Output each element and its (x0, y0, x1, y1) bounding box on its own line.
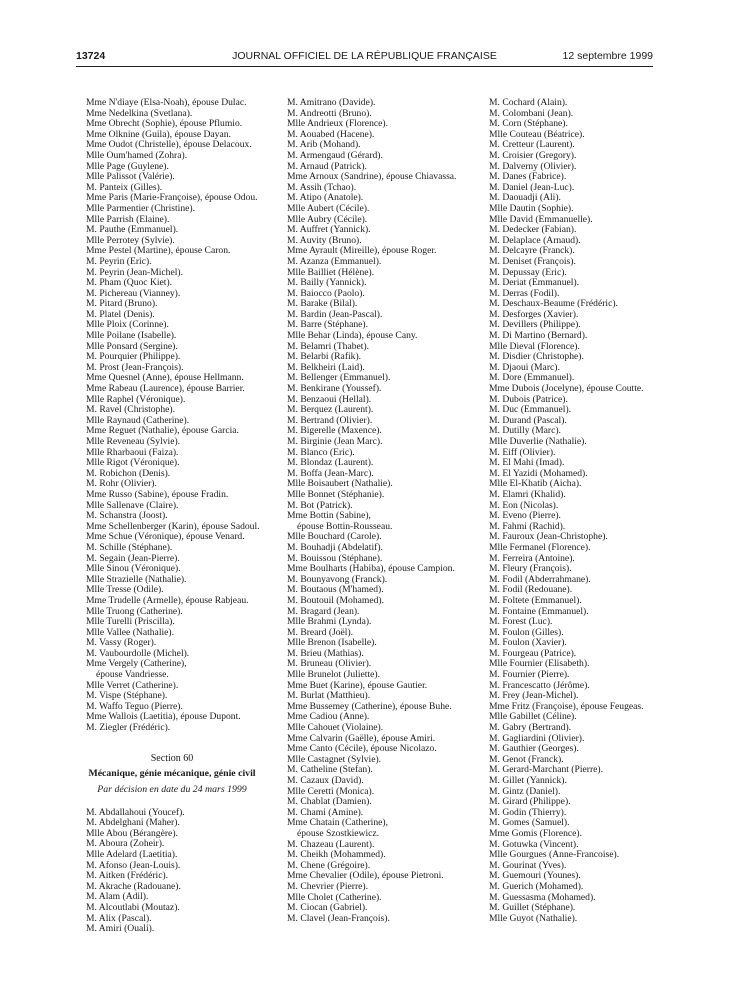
name-entry: M. Berquez (Laurent). (287, 404, 374, 416)
name-entry: Mme Boulharts (Habiba), épouse Campion. (287, 563, 455, 575)
name-entry: M. Cochard (Alain). (489, 97, 568, 108)
name-entry: M. Boffa (Jean-Marc). (287, 467, 374, 479)
name-entry: M. Auvity (Bruno). (287, 234, 362, 246)
name-entry: M. Vispe (Stéphane). (86, 690, 168, 702)
name-entry: épouse Szostkiewicz. (297, 827, 380, 839)
list-item (78, 437, 266, 448)
name-entry: M. Bot (Patrick). (287, 499, 353, 511)
name-entry: M. Gourinat (Yves). (489, 859, 567, 871)
name-entry: M. Alcoutlabi (Moutaz). (86, 901, 180, 913)
name-entry: M. Rohr (Olivier). (86, 478, 157, 490)
name-entry: Mlle Bailliet (Hélène). (287, 266, 375, 278)
name-entry: M. Pham (Quoc Kiet). (86, 277, 173, 289)
name-entry: M. Alix (Pascal). (86, 912, 152, 924)
name-entry: Mme Dubois (Jocelyne), épouse Coutte. (489, 383, 644, 395)
name-entry: Mlle Andrieux (Florence). (287, 118, 388, 130)
name-entry: Mlle David (Emmanuelle). (489, 213, 593, 225)
name-entry: M. Pauthe (Emmanuel). (86, 224, 179, 236)
name-entry: M. Waffo Teguo (Pierre). (86, 700, 183, 712)
name-entry: M. Blanco (Eric). (287, 446, 355, 458)
name-entry: M. Brieu (Mathias). (287, 647, 364, 659)
list-item (481, 829, 659, 840)
name-entry: M. Chazeau (Laurent). (287, 838, 375, 850)
name-entry: M. Eiff (Olivier). (489, 446, 556, 458)
list-item (481, 914, 659, 925)
name-entry: M. Belarbi (Rafik). (287, 351, 362, 363)
name-list-col3 (481, 98, 659, 924)
name-entry: Mme Russo (Sabine), épouse Fradin. (86, 488, 229, 500)
list-item (78, 257, 266, 268)
name-entry: M. Gauthier (Georges). (489, 743, 579, 755)
name-entry: M. Guerich (Mohamed). (489, 880, 584, 892)
name-entry: M. El Mahi (Imad). (489, 457, 565, 469)
list-item (279, 882, 473, 893)
list-item (279, 98, 473, 109)
list-item (279, 204, 473, 215)
name-entry: Mlle Strazielle (Nathalie). (86, 573, 187, 585)
name-list-col2 (279, 98, 473, 924)
list-item (279, 151, 473, 162)
list-item (78, 596, 266, 607)
name-entry: M. Ziegler (Frédéric). (86, 722, 171, 734)
name-entry: M. Benkirane (Youssef). (287, 383, 382, 395)
list-item (279, 776, 473, 787)
name-entry: Mlle Ponsard (Sergine). (86, 340, 178, 352)
name-entry: Mme Buet (Karine), épouse Gautier. (287, 679, 428, 691)
name-entry: M. Bertrand (Olivier). (287, 414, 373, 426)
name-entry: Mme Gomis (Florence). (489, 827, 582, 839)
name-entry: M. Bouissou (Stéphane). (287, 552, 383, 564)
name-entry: M. Aitken (Frédéric). (86, 870, 169, 882)
list-item (481, 490, 659, 501)
name-entry: Mme N'diaye (Elsa-Noah), épouse Dulac. (86, 97, 247, 108)
name-entry: M. Chene (Grégoire). (287, 859, 371, 871)
name-entry: Mlle Couteau (Béatrice). (489, 128, 585, 140)
list-item (78, 543, 266, 554)
list-item (481, 257, 659, 268)
name-entry: Mlle El-Khatib (Aicha). (489, 478, 582, 490)
list-item (78, 903, 266, 914)
name-entry: Mme Schue (Véronique), épouse Venard. (86, 531, 245, 543)
name-entry: M. Boutaous (M'hamed). (287, 584, 384, 596)
page-header (76, 50, 653, 64)
name-entry: Mlle Aubert (Cécile). (287, 202, 370, 214)
name-entry: Mlle Bonnet (Stéphanie). (287, 488, 385, 500)
name-entry: M. Vassy (Roger). (86, 637, 157, 649)
name-entry: M. Birginie (Jean Marc). (287, 436, 383, 447)
list-item (78, 151, 266, 162)
name-entry: Mme Arnoux (Sandrine), épouse Chiavassa. (287, 171, 457, 183)
name-entry: M. Frey (Jean-Michel). (489, 690, 579, 702)
name-entry: M. Fodil (Abderrahmane). (489, 573, 591, 585)
name-entry: M. Bounyavong (Franck). (287, 573, 388, 585)
name-entry: Mme Wallois (Laetitia), épouse Dupont. (86, 711, 241, 723)
column-2 (279, 98, 473, 924)
name-entry: M. Assih (Tchao). (287, 181, 357, 193)
name-entry: M. Dalverny (Olivier). (489, 160, 577, 172)
list-item (481, 776, 659, 787)
list-item (279, 437, 473, 448)
name-entry: Mlle Gourgues (Anne-Francoise). (489, 849, 620, 861)
name-entry: M. Genot (Franck). (489, 753, 564, 765)
name-entry: Mlle Tresse (Odile). (86, 584, 164, 596)
name-entry: M. Delaplace (Arnaud). (489, 234, 581, 246)
name-entry: Mlle Fermanel (Florence). (489, 541, 591, 553)
name-entry: Mlle Cholet (Catherine). (287, 891, 382, 903)
name-entry: M. El Yazidi (Mohamed). (489, 467, 588, 479)
list-item (78, 490, 266, 501)
name-entry: M. Fournier (Pierre). (489, 669, 570, 681)
name-entry: M. Ferreira (Antoine). (489, 552, 575, 564)
name-entry: Mme Trudelle (Armelle), épouse Rabjeau. (86, 594, 249, 606)
name-entry: Mlle Sinou (Véronique). (86, 563, 181, 575)
name-entry: M. Francescatto (Jérôme). (489, 679, 590, 691)
name-entry: Mlle Palissot (Valérie). (86, 171, 175, 183)
name-entry: Mlle Adelard (Laetitia). (86, 849, 178, 860)
name-entry: M. Devillers (Philippe). (489, 319, 581, 331)
column-1 (78, 98, 266, 935)
name-entry: Mme Calvarin (Gaëlle), épouse Amiri. (287, 732, 436, 744)
name-entry: M. Pitard (Bruno). (86, 298, 158, 310)
name-list-col1-part2 (78, 808, 266, 935)
name-entry: M. Dore (Emmanuel). (489, 372, 575, 384)
name-entry: Mme Canto (Cécile), épouse Nicolazo. (287, 743, 437, 755)
name-entry: Mme Fritz (Françoise), épouse Feugeas. (489, 700, 644, 712)
name-entry: Mlle Aubry (Cécile). (287, 213, 368, 225)
name-entry: M. Eveno (Pierre). (489, 510, 561, 522)
name-entry: M. Robichon (Denis). (86, 467, 171, 479)
page-number: 13724 (76, 50, 106, 62)
name-entry: Mlle Boisaubert (Nathalie). (287, 478, 393, 490)
name-entry: Mme Bussemey (Catherine), épouse Buhe. (287, 700, 452, 712)
list-item (481, 204, 659, 215)
list-item (279, 596, 473, 607)
name-entry: Mlle Page (Guylene). (86, 160, 169, 172)
name-entry: Mlle Fournier (Elisabeth). (489, 658, 590, 670)
name-entry: Mlle Raynaud (Catherine). (86, 414, 190, 426)
name-entry: Mlle Behar (Linda), épouse Cany. (287, 330, 418, 342)
name-entry: M. Deniset (François). (489, 255, 576, 267)
name-entry: Mlle Rharbaoui (Faiza). (86, 446, 179, 458)
list-item (279, 914, 473, 925)
name-entry: Mlle Brahmi (Lynda). (287, 616, 372, 628)
name-entry: M. Afonso (Jean-Louis). (86, 859, 181, 871)
name-entry: M. Panteix (Gilles). (86, 181, 163, 193)
name-entry: M. Gabry (Bertrand). (489, 722, 572, 734)
name-entry: M. Platel (Denis). (86, 308, 155, 320)
name-entry: Mlle Truong (Catherine). (86, 605, 183, 617)
name-entry: Mlle Parmentier (Christine). (86, 202, 195, 214)
name-entry: M. Gerard-Marchant (Pierre). (489, 764, 604, 776)
name-entry: M. Abdallahoui (Youcef). (86, 806, 185, 818)
name-entry: M. Deschaux-Beaume (Frédéric). (489, 298, 618, 310)
list-item (481, 437, 659, 448)
name-entry: Mme Olknine (Guila), épouse Dayan. (86, 128, 231, 140)
name-entry: M. Alam (Adil). (86, 891, 149, 903)
name-entry: M. Gotuwka (Vincent). (489, 838, 579, 850)
name-entry: M. Croisier (Gregory). (489, 149, 577, 161)
name-entry: M. Foltete (Emmanuel). (489, 594, 582, 606)
name-entry: Mlle Parrish (Elaine). (86, 213, 170, 225)
name-entry: M. Burlat (Matthieu). (287, 690, 371, 702)
name-entry: Mlle Rigot (Véronique). (86, 457, 180, 469)
name-entry: M. Aouabed (Hacene). (287, 128, 375, 140)
name-entry: M. Eon (Nicolas). (489, 499, 559, 511)
name-entry: M. Cazaux (David). (287, 775, 364, 786)
name-entry: M. Bragard (Jean). (287, 605, 360, 617)
name-entry: Mlle Poilane (Isabelle). (86, 330, 177, 342)
list-item (78, 924, 266, 935)
name-entry: M. Peyrin (Eric). (86, 255, 152, 267)
name-entry: M. Pourquier (Philippe). (86, 351, 181, 363)
name-entry: M. Arnaud (Patrick). (287, 160, 367, 172)
name-entry: M. Vaubourdolle (Michel). (86, 647, 190, 659)
list-item (481, 98, 659, 109)
name-entry: M. Guemouri (Younes). (489, 870, 581, 882)
name-entry: M. Godin (Thierry). (489, 806, 567, 818)
name-entry: M. Belamri (Thabet). (287, 340, 370, 352)
name-entry: M. Abdelghani (Maher). (86, 817, 180, 829)
section-subtitle: Mécanique, génie mécanique, génie civil (88, 767, 256, 779)
name-entry: M. Cheikh (Mohammed). (287, 849, 386, 861)
list-item (279, 829, 473, 840)
name-entry: M. Derras (Fodil). (489, 287, 560, 299)
name-entry: M. Chablat (Damien). (287, 796, 372, 808)
name-entry: Mme Cadiou (Anne). (287, 711, 370, 723)
name-entry: M. Amitrano (Davide). (287, 97, 376, 108)
name-entry: M. Schanstra (Joost). (86, 510, 168, 522)
name-entry: Mme Ayrault (Mireille), épouse Roger. (287, 245, 437, 257)
name-entry: M. Elamri (Khalid). (489, 488, 566, 500)
name-entry: M. Akrache (Radouane). (86, 880, 181, 892)
name-entry: Mlle Brunelot (Juliette). (287, 669, 380, 681)
name-entry: M. Chevrier (Pierre). (287, 880, 368, 892)
name-entry: M. Atipo (Anatole). (287, 192, 364, 204)
list-item (279, 543, 473, 554)
name-entry: M. Auffret (Yannick). (287, 224, 371, 236)
name-entry: M. Durand (Pascal). (489, 414, 567, 426)
name-entry: M. Peyrin (Jean-Michel). (86, 266, 183, 278)
name-entry: M. Boutouil (Mohamed). (287, 594, 384, 606)
name-entry: M. Fauroux (Jean-Christophe). (489, 531, 608, 543)
name-entry: M. Girard (Philippe). (489, 796, 571, 808)
name-entry: M. Bigerelle (Maxence). (287, 425, 382, 437)
name-entry: Mlle Duverlie (Nathalie). (489, 436, 587, 447)
name-entry: M. Djaoui (Marc). (489, 361, 560, 373)
name-entry: Mlle Ploix (Corinne). (86, 319, 169, 331)
name-entry: M. Foulon (Xavier). (489, 637, 567, 649)
list-item (481, 151, 659, 162)
name-entry: M. Schille (Stéphane). (86, 541, 173, 553)
name-entry: M. Benzaoui (Hellal). (287, 393, 372, 405)
name-entry: M. Segain (Jean-Pierre). (86, 552, 180, 564)
name-entry: M. Daouadji (Ali). (489, 192, 561, 204)
name-entry: Mme Schellenberger (Karin), épouse Sadoul. (86, 520, 260, 532)
name-entry: M. Fahmi (Rachid). (489, 520, 566, 532)
name-entry: Mlle Vallee (Nathalie). (86, 626, 174, 638)
name-entry: Mlle Abou (Bérangère). (86, 827, 178, 839)
name-entry: M. Colombani (Jean). (489, 107, 574, 119)
name-entry: M. Clavel (Jean-François). (287, 912, 390, 924)
name-list-col1-part1 (78, 98, 266, 734)
name-entry: M. Baiocco (Paolo). (287, 287, 365, 299)
name-entry: M. Aboura (Zoheir). (86, 838, 165, 850)
name-entry: M. Foulon (Gilles). (489, 626, 564, 638)
name-entry: Mlle Turelli (Priscilla). (86, 616, 175, 628)
name-entry: M. Gintz (Daniel). (489, 785, 561, 797)
name-entry: M. Bailly (Yannick). (287, 277, 367, 289)
name-entry: M. Gomes (Samuel). (489, 817, 570, 829)
name-entry: Mme Quesnel (Anne), épouse Hellmann. (86, 372, 244, 384)
name-entry: M. Fodil (Redouane). (489, 584, 573, 596)
list-item (78, 98, 266, 109)
name-entry: M. Disdier (Christophe). (489, 351, 584, 363)
list-item (78, 850, 266, 861)
name-entry: Mlle Castagnet (Sylvie). (287, 753, 382, 765)
name-entry: Mme Bottin (Sabine), (287, 510, 371, 522)
name-entry: M. Bouhadji (Abdelatif). (287, 541, 383, 553)
name-entry: M. Bellenger (Emmanuel). (287, 372, 391, 384)
name-entry: M. Corn (Stéphane). (489, 118, 568, 130)
name-entry: M. Dutilly (Marc). (489, 425, 561, 437)
name-entry: M. Chami (Amine). (287, 806, 364, 818)
name-entry: Mlle Brenon (Isabelle). (287, 637, 377, 649)
name-entry: Mme Oudot (Christelle), épouse Delacoux. (86, 139, 252, 151)
name-entry: M. Bruneau (Olivier). (287, 658, 372, 670)
name-entry: M. Gagliardini (Olivier). (489, 732, 585, 744)
name-entry: Mme Rabeau (Laurence), épouse Barrier. (86, 383, 245, 395)
name-entry: M. Blondaz (Laurent). (287, 457, 374, 469)
header-rule (76, 66, 653, 67)
name-entry: M. Dedecker (Fabian). (489, 224, 577, 236)
name-entry: M. Gillet (Yannick). (489, 775, 567, 786)
journal-title: JOURNAL OFFICIEL DE LA RÉPUBLIQUE FRANÇAISE (232, 50, 497, 62)
name-entry: Mme Pestel (Martine), épouse Caron. (86, 245, 231, 257)
name-entry: Mme Obrecht (Sophie), épouse Pflumio. (86, 118, 243, 130)
name-entry: Mlle Perrotey (Sylvie). (86, 234, 175, 246)
section-title: Section 60 (150, 752, 194, 764)
name-entry: Mlle Dautin (Sophie). (489, 202, 574, 214)
name-entry: M. Amiri (Ouali). (86, 923, 155, 935)
name-entry: Mme Chatain (Catherine), (287, 817, 388, 829)
name-entry: M. Desforges (Xavier). (489, 308, 579, 320)
list-item (279, 490, 473, 501)
name-entry: M. Di Martino (Bernard). (489, 330, 588, 342)
name-entry: M. Duc (Emmanuel). (489, 404, 572, 416)
name-entry: Mlle Dieval (Florence). (489, 340, 580, 352)
list-item (78, 204, 266, 215)
name-entry: Mlle Gabillet (Céline). (489, 711, 577, 723)
name-entry: M. Azanza (Emmanuel). (287, 255, 382, 267)
name-entry: M. Ravel (Christophe). (86, 404, 175, 416)
name-entry: Mlle Verret (Catherine). (86, 679, 179, 691)
name-entry: épouse Vandriesse. (96, 669, 169, 681)
name-entry: M. Ciocan (Gabriel). (287, 902, 368, 914)
name-entry: M. Arib (Mohand). (287, 139, 361, 151)
name-entry: M. Barre (Stéphane). (287, 319, 368, 331)
list-item (279, 257, 473, 268)
name-entry: épouse Bottin-Rousseau. (297, 520, 393, 532)
list-item (481, 543, 659, 554)
name-entry: M. Andreotti (Bruno). (287, 107, 372, 119)
name-entry: M. Barake (Bilal). (287, 298, 358, 310)
name-entry: M. Fleury (François). (489, 563, 572, 575)
list-item (78, 723, 266, 734)
name-entry: M. Catheline (Stefan). (287, 764, 373, 776)
name-entry: Mme Reguet (Nathalie), épouse Garcia. (86, 425, 239, 437)
name-entry: Mlle Cahouet (Violaine). (287, 722, 384, 734)
name-entry: M. Fourgeau (Patrice). (489, 647, 577, 659)
name-entry: M. Armengaud (Gérard). (287, 149, 383, 161)
name-entry: Mme Chevalier (Odile), épouse Pietroni. (287, 870, 444, 882)
name-entry: M. Danes (Fabrice). (489, 171, 567, 183)
name-entry: M. Fontaine (Emmanuel). (489, 605, 589, 617)
name-entry: M. Cretteur (Laurent). (489, 139, 575, 151)
name-entry: M. Prost (Jean-François). (86, 361, 184, 373)
name-entry: M. Bardin (Jean-Pascal). (287, 308, 383, 320)
name-entry: M. Guillet (Stéphane). (489, 902, 576, 914)
list-item (481, 596, 659, 607)
name-entry: M. Daniel (Jean-Luc). (489, 181, 575, 193)
name-entry: M. Delcayre (Franck). (489, 245, 575, 257)
name-entry: Mlle Oum'hamed (Zohra). (86, 149, 188, 161)
name-entry: M. Belkheiri (Laid). (287, 361, 365, 373)
name-entry: Mme Paris (Marie-Françoise), épouse Odou. (86, 192, 258, 204)
name-entry: M. Deriat (Emmanuel). (489, 277, 580, 289)
list-item (481, 882, 659, 893)
name-entry: Mlle Bouchard (Carole). (287, 531, 382, 543)
name-entry: Mlle Reveneau (Sylvie). (86, 436, 181, 447)
name-entry: Mme Vergely (Catherine), (86, 658, 187, 670)
column-3 (481, 98, 659, 924)
name-entry: Mlle Guyot (Nathalie). (489, 912, 578, 924)
name-entry: Mme Nedelkina (Svetlana). (86, 107, 193, 119)
name-entry: M. Depussay (Eric). (489, 266, 567, 278)
decision-date: Par décision en date du 24 mars 1999 (97, 783, 247, 795)
name-entry: M. Dubois (Patrice). (489, 393, 568, 405)
name-entry: Mlle Raphel (Véronique). (86, 393, 186, 405)
name-entry: M. Guessasma (Mohamed). (489, 891, 596, 903)
name-entry: Mlle Ceretti (Monica). (287, 785, 375, 797)
name-entry: Mlle Sallenave (Claire). (86, 499, 179, 511)
name-entry: M. Breard (Joël). (287, 626, 354, 638)
name-entry: M. Pichereau (Vianney). (86, 287, 181, 299)
publication-date: 12 septembre 1999 (562, 50, 653, 62)
name-entry: M. Forest (Luc). (489, 616, 553, 628)
